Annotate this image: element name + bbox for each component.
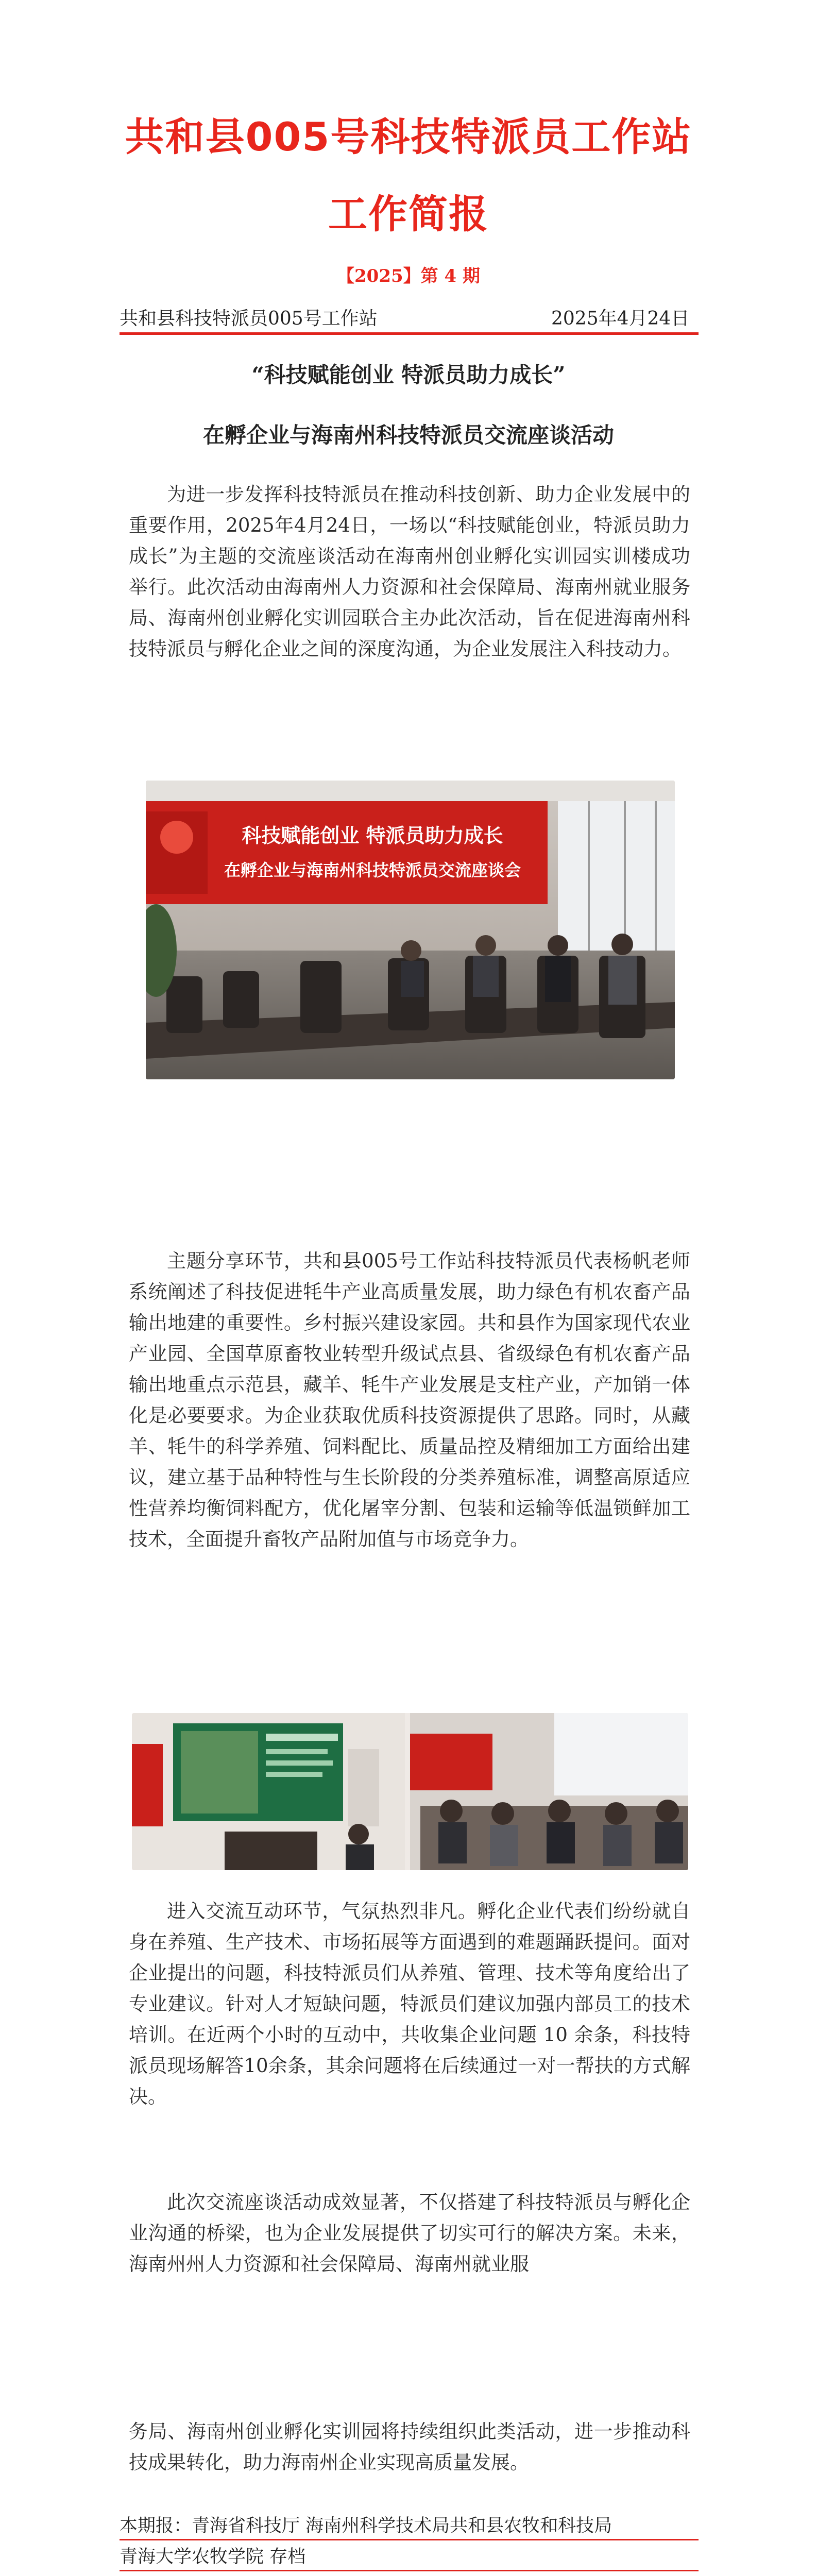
footer-divider-2 — [120, 2570, 699, 2571]
presentation-photo-strip — [132, 1713, 688, 1870]
banner-text: 科技赋能创业 特派员助力成长 — [242, 824, 503, 847]
distribution-list: 本期报：青海省科技厅 海南州科学技术局共和县农牧和科技局 — [120, 2516, 612, 2536]
article-slogan: “科技赋能创业 特派员助力成长” — [251, 362, 566, 387]
article-heading: 在孵企业与海南州科技特派员交流座谈活动 — [202, 422, 614, 448]
distribution-archive: 青海大学农牧学院 存档 — [120, 2547, 306, 2567]
banner-subtext: 在孵企业与海南州科技特派员交流座谈会 — [224, 860, 521, 880]
issue-number: 【2025】第 4 期 — [337, 266, 480, 286]
meeting-photo — [146, 781, 675, 1079]
report-title-line1: 共和县005号科技特派员工作站 — [125, 114, 692, 160]
paragraph-intro: 为进一步发挥科技特派员在推动科技创新、助力企业发展中的重要作用，2025年4月24日，一场以“科技赋能创业，特派员助力成长”为主题的交流座谈活动在海南州创业孵化实训园实训楼成功举行。此次活动由海南州人力资源和社会保障局、海南州就业服务局、海南州创业孵化实训园联合主办此次活动，旨在促进海南州科技特派员与孵化企业之间的深度沟通，为企业发展注入科技动力。 — [129, 483, 690, 660]
publish-date: 2025年4月24日 — [551, 308, 690, 329]
header-divider — [120, 332, 699, 335]
report-title-line2: 工作简报 — [328, 191, 489, 237]
paragraph-interaction: 进入交流互动环节，气氛热烈非凡。孵化企业代表们纷纷就自身在养殖、生产技术、市场拓展等方面遇到的难题踊跃提问。面对企业提出的问题，科技特派员们从养殖、管理、技术等角度给出了专业建议。针对人才短缺问题，特派员们建议加强内部员工的技术培训。在近两个小时的互动中，共收集企业问题 10 余条，科技特派员现场解答10余条，其余问题将在后续通过一对一帮扶的方式解决。 — [129, 1900, 690, 2108]
paragraph-conclusion-continued: 务局、海南州创业孵化实训园将持续组织此类活动，进一步推动科技成果转化，助力海南州企业实现高质量发展。 — [129, 2420, 690, 2473]
footer-divider-1 — [120, 2539, 699, 2540]
publisher-org: 共和县科技特派员005号工作站 — [120, 308, 378, 329]
paragraph-conclusion: 此次交流座谈活动成效显著，不仅搭建了科技特派员与孵化企业沟通的桥梁，也为企业发展提供了切实可行的解决方案。未来，海南州州人力资源和社会保障局、海南州就业服 — [129, 2191, 690, 2275]
paragraph-sharing: 主题分享环节，共和县005号工作站科技特派员代表杨帆老师系统阐述了科技促进牦牛产业高质量发展，助力绿色有机农畜产品输出地建的重要性。乡村振兴建设家园。共和县作为国家现代农业产业园、全国草原畜牧业转型升级试点县、省级绿色有机农畜产品输出地重点示范县，藏羊、牦牛产业发展是支柱产业，产加销一体化是必要要求。为企业获取优质科技资源提供了思路。同时，从藏羊、牦牛的科学养殖、饲料配比、质量品控及精细加工方面给出建议，建立基于品种特性与生长阶段的分类养殖标准，调整高原适应性营养均衡饲料配方，优化屠宰分割、包装和运输等低温锁鲜加工技术，全面提升畜牧产品附加值与市场竞争力。 — [129, 1250, 690, 1550]
